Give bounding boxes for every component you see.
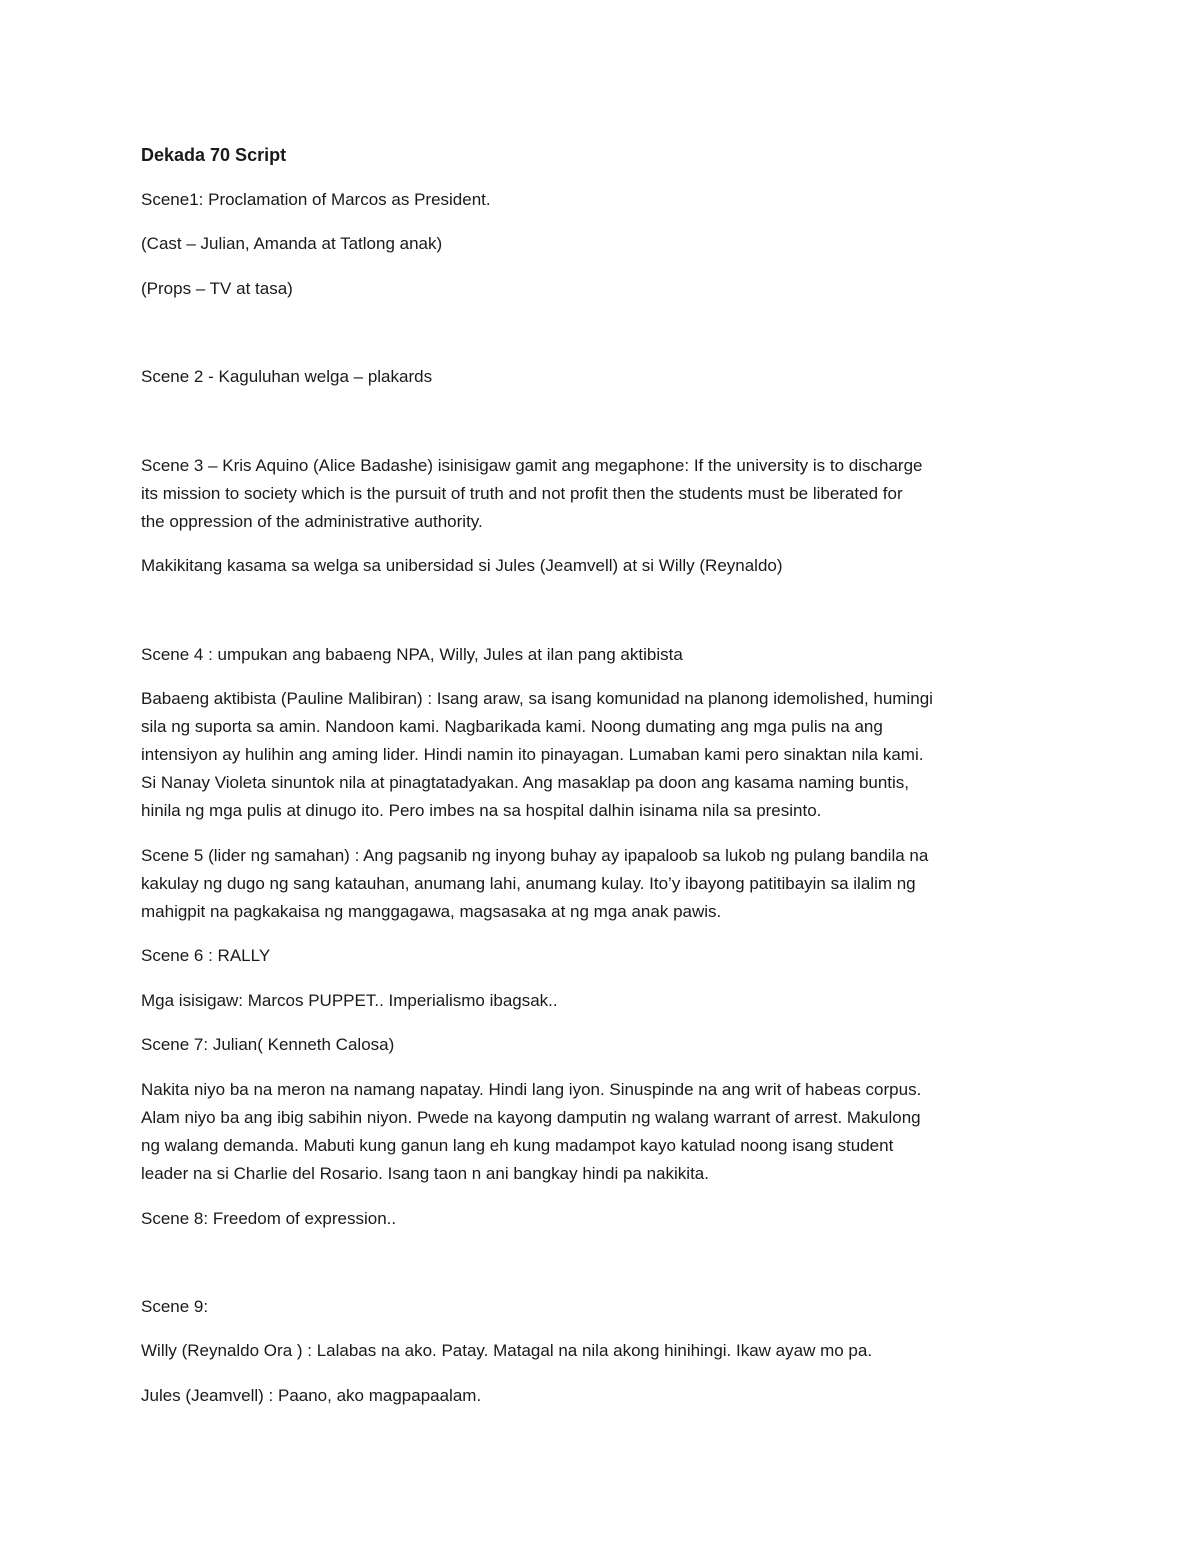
scene-8-heading: Scene 8: Freedom of expression.. [141, 1209, 397, 1228]
scene-6-chant: Mga isisigaw: Marcos PUPPET.. Imperialismo ibagsak.. [141, 991, 558, 1010]
scene-7-dialogue-4: leader na si Charlie del Rosario. Isang taon n ani bangkay hindi pa nakikita. [141, 1164, 709, 1183]
scene-3-line-1: Scene 3 – Kris Aquino (Alice Badashe) isinisigaw gamit ang megaphone: If the university is to discharge [141, 456, 923, 475]
scene-5-line-1: Scene 5 (lider ng samahan) : Ang pagsanib ng inyong buhay ay ipapaloob sa lukob ng pulang bandila na [141, 846, 929, 865]
scene-9-jules-line: Jules (Jeamvell) : Paano, ako magpapaalam. [141, 1386, 482, 1405]
scene-4-dialogue-1: Babaeng aktibista (Pauline Malibiran) : Isang araw, sa isang komunidad na planong idemolished, humingi [141, 689, 933, 708]
scene-5-line-2: kakulay ng dugo ng sang katauhan, anumang lahi, anumang kulay. Ito’y ibayong patitibayin sa ilalim ng [141, 874, 916, 893]
scene-7-dialogue-1: Nakita niyo ba na meron na namang napatay. Hindi lang iyon. Sinuspinde na ang writ of habeas corpus. [141, 1080, 922, 1099]
scene-7-heading: Scene 7: Julian( Kenneth Calosa) [141, 1035, 395, 1054]
scene-4-dialogue-4: Si Nanay Violeta sinuntok nila at pinagtatadyakan. Ang masaklap pa doon ang kasama naming buntis, [141, 773, 910, 792]
scene-4-dialogue-3: intensiyon ay hulihin ang aming lider. Hindi namin ito pinayagan. Lumaban kami pero sinaktan nila kami. [141, 745, 924, 764]
scene-4-heading: Scene 4 : umpukan ang babaeng NPA, Willy, Jules at ilan pang aktibista [141, 645, 683, 664]
scene-4-dialogue-2: sila ng suporta sa amin. Nandoon kami. Nagbarikada kami. Noong dumating ang mga pulis na ang [141, 717, 883, 736]
scene-3-line-2: its mission to society which is the pursuit of truth and not profit then the students must be liberated for [141, 484, 903, 503]
scene-1-cast: (Cast – Julian, Amanda at Tatlong anak) [141, 234, 443, 253]
scene-1-props: (Props – TV at tasa) [141, 279, 293, 298]
scene-6-heading: Scene 6 : RALLY [141, 946, 271, 965]
document-title: Dekada 70 Script [141, 145, 287, 165]
scene-7-dialogue-3: ng walang demanda. Mabuti kung ganun lang eh kung madampot kayo katulad noong isang student [141, 1136, 894, 1155]
scene-5-line-3: mahigpit na pagkakaisa ng manggagawa, magsasaka at ng mga anak pawis. [141, 902, 722, 921]
scene-1-heading: Scene1: Proclamation of Marcos as President. [141, 190, 491, 209]
scene-3-line-3: the oppression of the administrative authority. [141, 512, 483, 531]
scene-3-note: Makikitang kasama sa welga sa unibersidad si Jules (Jeamvell) at si Willy (Reynaldo) [141, 556, 783, 575]
scene-9-heading: Scene 9: [141, 1297, 209, 1316]
scene-2-heading: Scene 2 - Kaguluhan welga – plakards [141, 367, 433, 386]
scene-4-dialogue-5: hinila ng mga pulis at dinugo ito. Pero imbes na sa hospital dalhin isinama nila sa presinto. [141, 801, 822, 820]
scene-9-willy-line: Willy (Reynaldo Ora ) : Lalabas na ako. Patay. Matagal na nila akong hinihingi. Ikaw ayaw mo pa. [141, 1341, 873, 1360]
scene-7-dialogue-2: Alam niyo ba ang ibig sabihin niyon. Pwede na kayong damputin ng walang warrant of arrest. Makulong [141, 1108, 921, 1127]
